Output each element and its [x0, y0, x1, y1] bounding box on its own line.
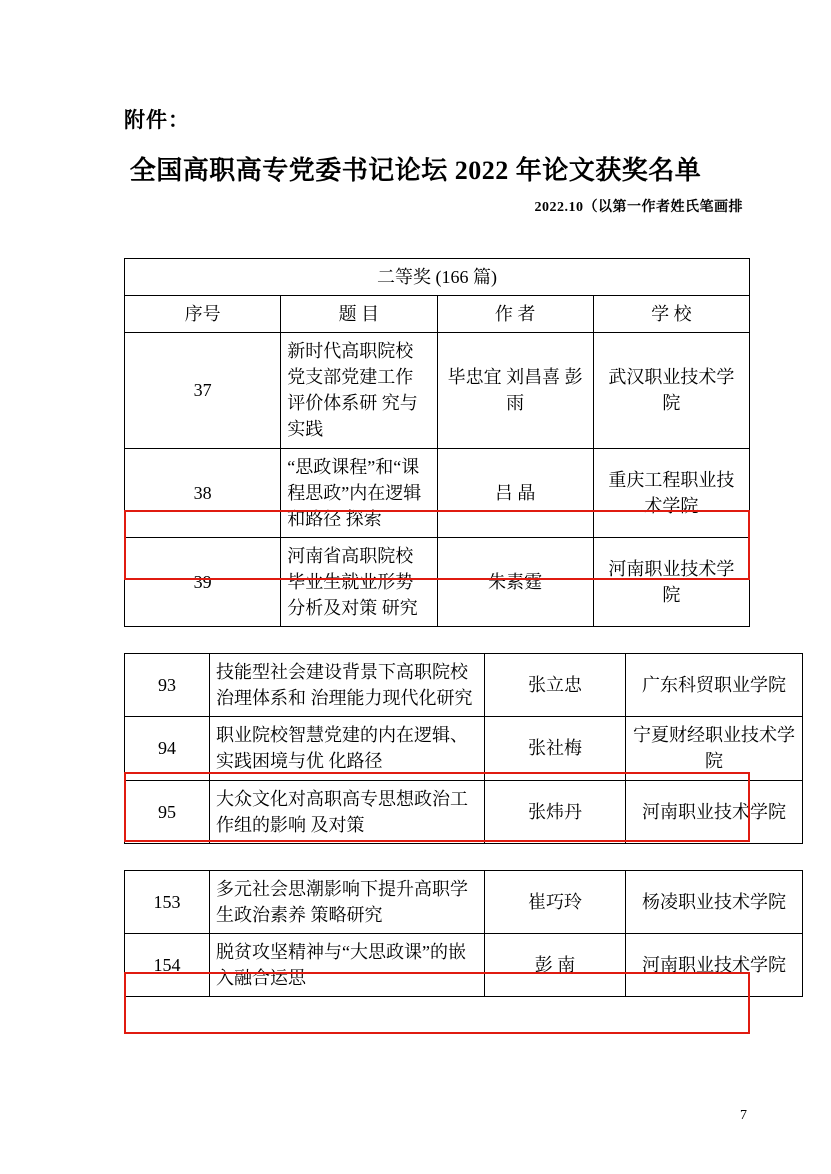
- row-author: 毕忠宜 刘昌喜 彭雨: [437, 333, 593, 448]
- table-gap: [124, 627, 750, 653]
- column-header-author: 作 者: [437, 296, 593, 333]
- row-no: 38: [125, 448, 281, 537]
- column-header-title: 题 目: [281, 296, 437, 333]
- row-author: 彭 南: [485, 933, 626, 996]
- column-header-school: 学 校: [593, 296, 749, 333]
- band-title-row: [125, 259, 750, 296]
- row-title: 新时代高职院校党支部党建工作评价体系研 究与实践: [281, 333, 437, 448]
- row-author: 张炜丹: [485, 780, 626, 843]
- row-school: 河南职业技术学院: [593, 537, 749, 626]
- row-school: 重庆工程职业技术学院: [593, 448, 749, 537]
- table-row: [125, 448, 750, 537]
- page-number: 7: [740, 1108, 747, 1123]
- row-school: 宁夏财经职业技术学院: [626, 717, 803, 780]
- row-author: 张立忠: [485, 654, 626, 717]
- table-row: [125, 780, 803, 843]
- table-gap: [124, 844, 750, 870]
- award-table-group-1: [124, 258, 750, 627]
- row-title: 技能型社会建设背景下高职院校治理体系和 治理能力现代化研究: [210, 654, 485, 717]
- row-author: 崔巧玲: [485, 870, 626, 933]
- row-no: 95: [125, 780, 210, 843]
- document-subtitle: 2022.10（以第一作者姓氏笔画排: [534, 200, 743, 215]
- column-header-row: [125, 296, 750, 333]
- table-row: [125, 654, 803, 717]
- award-table-group-3: [124, 870, 803, 997]
- row-no: 154: [125, 933, 210, 996]
- row-school: 广东科贸职业学院: [626, 654, 803, 717]
- row-title: 大众文化对高职高专思想政治工作组的影响 及对策: [210, 780, 485, 843]
- row-no: 94: [125, 717, 210, 780]
- table-row: [125, 933, 803, 996]
- award-tables: [124, 258, 795, 997]
- row-title: 职业院校智慧党建的内在逻辑、实践困境与优 化路径: [210, 717, 485, 780]
- row-no: 153: [125, 870, 210, 933]
- table-row: [125, 717, 803, 780]
- page-title: 全国高职高专党委书记论坛 2022 年论文获奖名单: [129, 156, 702, 185]
- row-title: 脱贫攻坚精神与“大思政课”的嵌入融合运思: [210, 933, 485, 996]
- row-school: 河南职业技术学院: [626, 780, 803, 843]
- row-no: 37: [125, 333, 281, 448]
- row-no: 93: [125, 654, 210, 717]
- row-title: 多元社会思潮影响下提升高职学生政治素养 策略研究: [210, 870, 485, 933]
- row-author: 吕 晶: [437, 448, 593, 537]
- row-title: 河南省高职院校毕业生就业形势分析及对策 研究: [281, 537, 437, 626]
- row-school: 杨凌职业技术学院: [626, 870, 803, 933]
- table-row: [125, 333, 750, 448]
- column-header-no: 序号: [125, 296, 281, 333]
- row-title: “思政课程”和“课程思政”内在逻辑和路径 探索: [281, 448, 437, 537]
- table-row: [125, 870, 803, 933]
- row-author: 朱素霆: [437, 537, 593, 626]
- row-school: 河南职业技术学院: [626, 933, 803, 996]
- award-table-group-2: [124, 653, 803, 844]
- row-author: 张社梅: [485, 717, 626, 780]
- band-title: 二等奖 (166 篇): [125, 259, 750, 296]
- attachment-label: 附件：: [124, 108, 190, 132]
- table-row: [125, 537, 750, 626]
- row-no: 39: [125, 537, 281, 626]
- row-school: 武汉职业技术学院: [593, 333, 749, 448]
